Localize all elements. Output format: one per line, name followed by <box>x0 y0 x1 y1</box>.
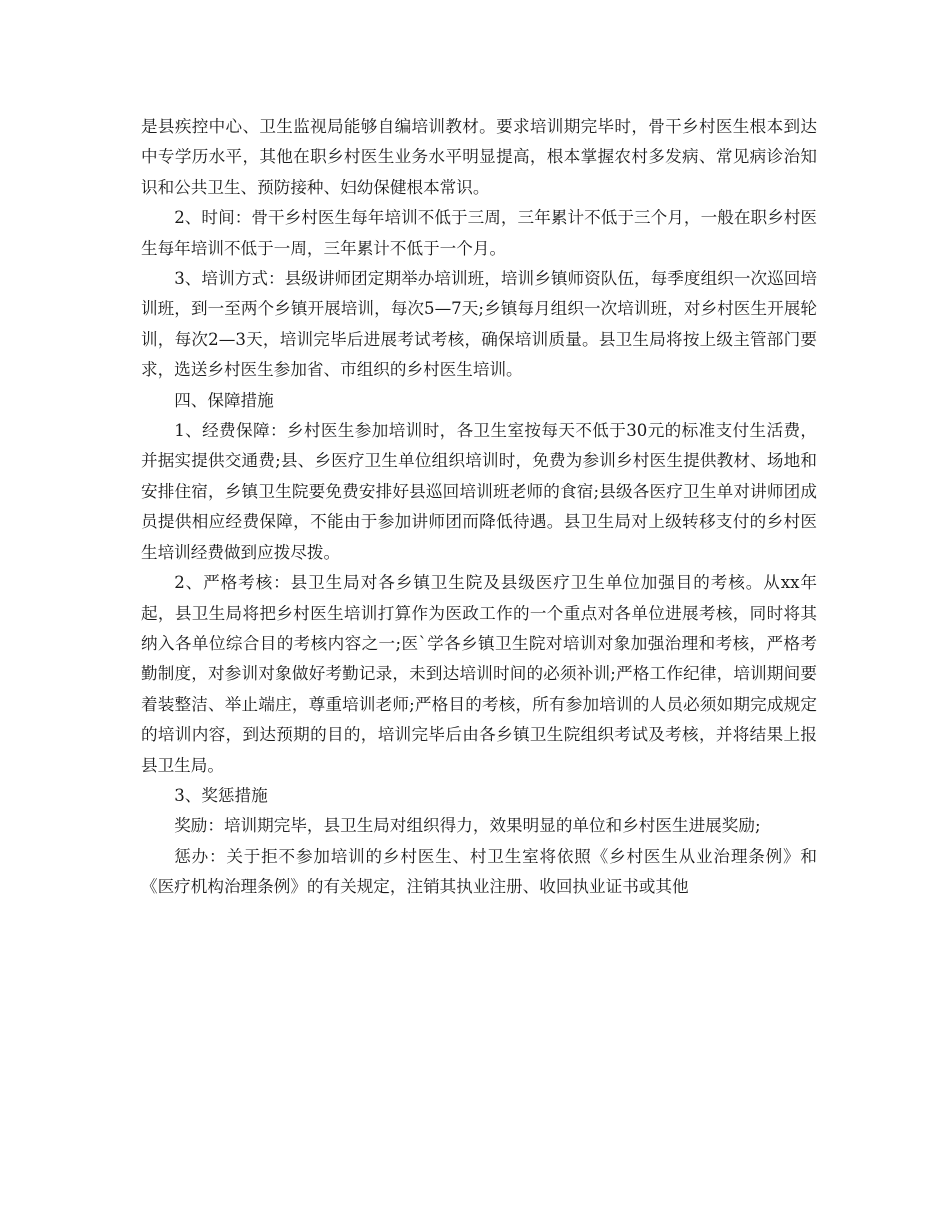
paragraph-assessment: 2、严格考核：县卫生局对各乡镇卫生院及县级医疗卫生单位加强目的考核。从xx年起，县卫生局将把乡村医生培训打算作为医政工作的一个重点对各单位进展考核，同时将其纳入各单位综合目的考核内容之一;医`学各乡镇卫生院对培训对象加强治理和考核，严格考勤制度，对参训对象做好考勤记录，未到达培训时间的必须补训;严格工作纪律，培训期间要着装整洁、举止端庄，尊重培训老师;严格目的考核，所有参加培训的人员必须如期完成规定的培训内容，到达预期的目的，培训完毕后由各乡镇卫生院组织考试及考核，并将结果上报县卫生局。 <box>141 573 817 775</box>
document-body <box>141 112 817 903</box>
section-heading-safeguards: 四、保障措施 <box>174 390 274 410</box>
paragraph-penalties: 惩办：关于拒不参加培训的乡村医生、村卫生室将依照《乡村医生从业治理条例》和《医疗机构治理条例》的有关规定，注销其执业注册、收回执业证书或其他 <box>141 846 817 897</box>
paragraph-rewards: 奖励：培训期完毕，县卫生局对组织得力，效果明显的单位和乡村医生进展奖励; <box>174 816 761 836</box>
paragraph-training-materials: 是县疾控中心、卫生监视局能够自编培训教材。要求培训期完毕时，骨干乡村医生根本到达中专学历水平，其他在职乡村医生业务水平明显提高，根本掌握农村多发病、常见病诊治知识和公共卫生、预防接种、妇幼保健根本常识。 <box>141 117 817 197</box>
paragraph-funding: 1、经费保障：乡村医生参加培训时，各卫生室按每天不低于30元的标准支付生活费，并据实提供交通费;县、乡医疗卫生单位组织培训时，免费为参训乡村医生提供教材、场地和安排住宿，乡镇卫生院要免费安排好县巡回培训班老师的食宿;县级各医疗卫生单对讲师团成员提供相应经费保障，不能由于参加讲师团而降低待遇。县卫生局对上级转移支付的乡村医生培训经费做到应拨尽拨。 <box>141 421 817 562</box>
paragraph-time: 2、时间：骨干乡村医生每年培训不低于三周，三年累计不低于三个月，一般在职乡村医生每年培训不低于一周，三年累计不低于一个月。 <box>141 208 817 258</box>
paragraph-training-method: 3、培训方式：县级讲师团定期举办培训班，培训乡镇师资队伍，每季度组织一次巡回培训班，到一至两个乡镇开展培训，每次5—7天;乡镇每月组织一次培训班，对乡村医生开展轮训，每次2—3天，培训完毕后进展考试考核，确保培训质量。县卫生局将按上级主管部门要求，选送乡村医生参加省、市组织的乡村医生培训。 <box>141 269 817 380</box>
paragraph-rewards-heading: 3、奖惩措施 <box>174 785 268 805</box>
